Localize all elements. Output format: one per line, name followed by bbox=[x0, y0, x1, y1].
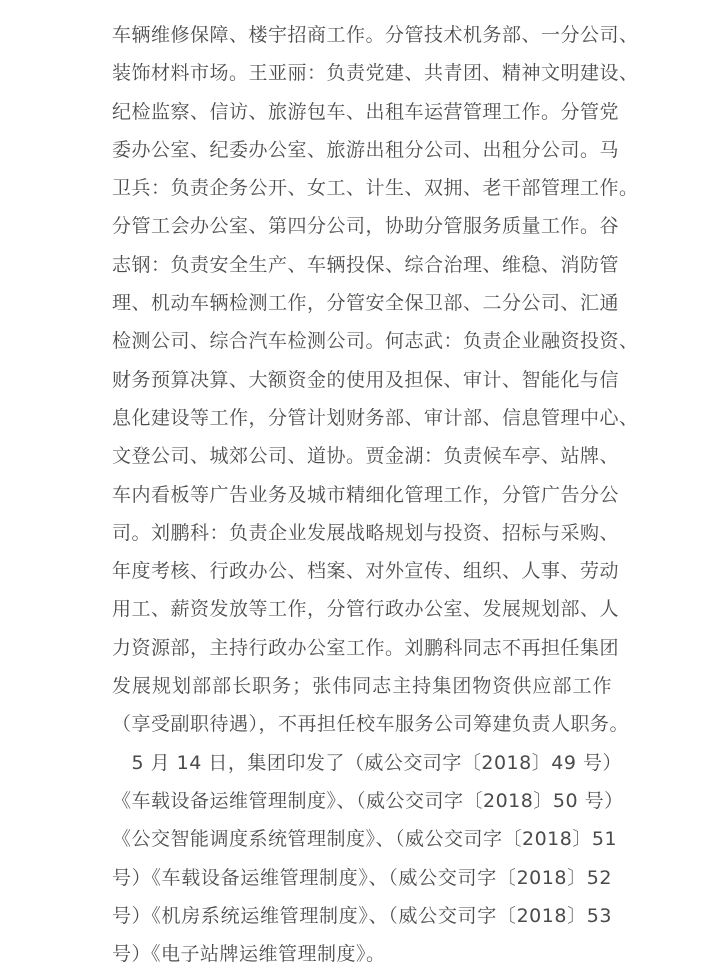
text-line-18: 发展规划部部长职务；张伟同志主持集团物资供应部工作 bbox=[112, 675, 612, 698]
text-line-24: 号）《机房系统运维管理制度》、（威公交司字〔2018〕53 bbox=[112, 904, 612, 927]
text-line-7: 志钢：负责安全生产、车辆投保、综合治理、维稳、消防管 bbox=[112, 253, 620, 276]
text-line-21: 《车载设备运维管理制度》、（威公交司字〔2018〕50 号） bbox=[112, 789, 624, 812]
text-line-6: 分管工会办公室、第四分公司，协助分管服务质量工作。谷 bbox=[112, 215, 620, 238]
text-line-2: 装饰材料市场。王亚丽：负责党建、共青团、精神文明建设、 bbox=[112, 62, 639, 85]
text-line-14: 司。刘鹏科：负责企业发展战略规划与投资、招标与采购、 bbox=[112, 521, 620, 544]
text-line-9: 检测公司、综合汽车检测公司。何志武：负责企业融资投资、 bbox=[112, 330, 639, 353]
text-line-10: 财务预算决算、大额资金的使用及担保、审计、智能化与信 bbox=[112, 368, 620, 391]
text-line-25: 号）《电子站牌运维管理制度》。 bbox=[112, 943, 386, 966]
text-line-11: 息化建设等工作，分管计划财务部、审计部、信息管理中心、 bbox=[112, 406, 639, 429]
text-line-4: 委办公室、纪委办公室、旅游出租分公司、出租分公司。马 bbox=[112, 138, 620, 161]
text-line-8: 理、机动车辆检测工作，分管安全保卫部、二分公司、汇通 bbox=[112, 292, 620, 315]
text-line-1: 车辆维修保障、楼宇招商工作。分管技术机务部、一分公司、 bbox=[112, 24, 639, 46]
text-line-19: （享受副职待遇），不再担任校车服务公司筹建负责人职务。 bbox=[112, 713, 630, 736]
text-line-12: 文登公司、城郊公司、道协。贾金湖：负责候车亭、站牌、 bbox=[112, 445, 620, 468]
text-line-15: 年度考核、行政办公、档案、对外宣传、组织、人事、劳动 bbox=[112, 560, 620, 583]
text-line-17: 力资源部，主持行政办公室工作。刘鹏科同志不再担任集团 bbox=[112, 636, 620, 659]
text-line-23: 号）《车载设备运维管理制度》、（威公交司字〔2018〕52 bbox=[112, 866, 612, 889]
body-text bbox=[112, 16, 639, 973]
text-line-3: 纪检监察、信访、旅游包车、出租车运营管理工作。分管党 bbox=[112, 100, 620, 123]
text-line-20: 5 月 14 日，集团印发了（威公交司字〔2018〕49 号） bbox=[112, 751, 622, 774]
text-line-5: 卫兵：负责企务公开、女工、计生、双拥、老干部管理工作。 bbox=[112, 177, 639, 200]
text-line-22: 《公交智能调度系统管理制度》、（威公交司字〔2018〕51 bbox=[112, 828, 618, 851]
text-line-13: 车内看板等广告业务及城市精细化管理工作，分管广告分公 bbox=[112, 483, 620, 506]
text-line-16: 用工、薪资发放等工作，分管行政办公室、发展规划部、人 bbox=[112, 598, 620, 621]
